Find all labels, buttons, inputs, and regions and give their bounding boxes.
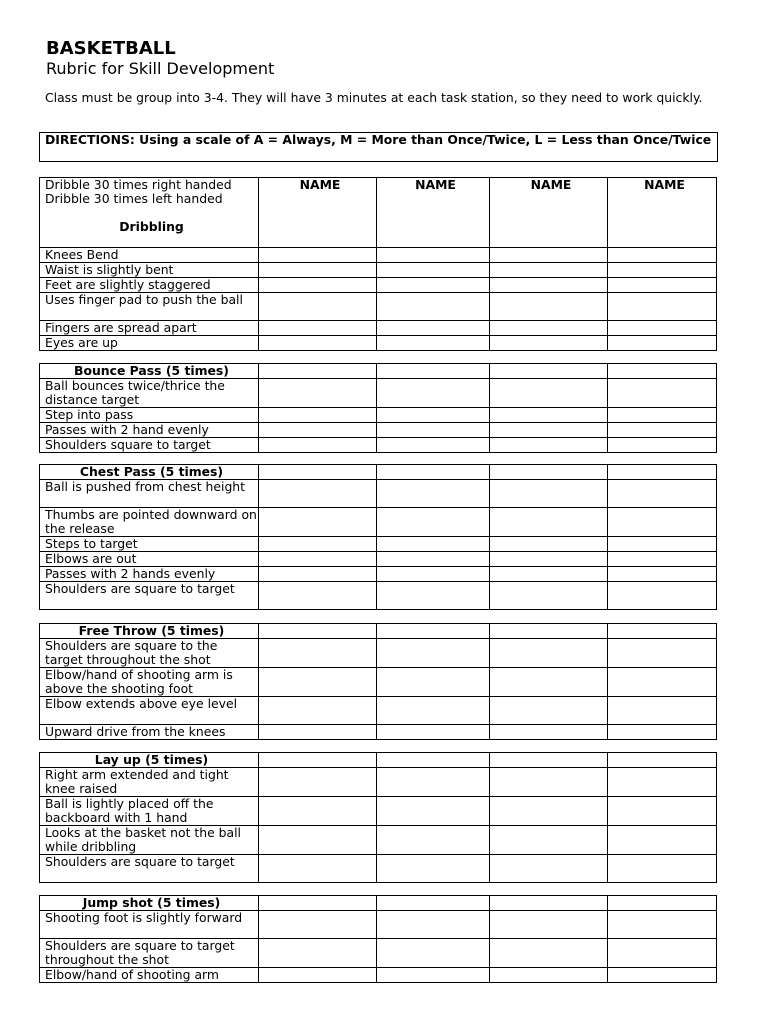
score-cell[interactable] bbox=[490, 797, 608, 826]
name-header-1: NAME bbox=[259, 178, 377, 248]
dribbling-header-row bbox=[40, 178, 717, 248]
score-cell[interactable] bbox=[377, 911, 490, 939]
table-row bbox=[40, 379, 717, 408]
criterion-label: Steps to target bbox=[40, 537, 259, 552]
criterion-label: Passes with 2 hands evenly bbox=[40, 567, 259, 582]
score-cell[interactable] bbox=[490, 379, 608, 408]
score-cell[interactable] bbox=[259, 552, 377, 567]
score-cell[interactable] bbox=[608, 855, 717, 883]
score-cell[interactable] bbox=[259, 480, 377, 508]
score-cell bbox=[259, 896, 377, 911]
score-cell bbox=[377, 624, 490, 639]
score-cell[interactable] bbox=[608, 552, 717, 567]
score-cell[interactable] bbox=[490, 248, 608, 263]
score-cell[interactable] bbox=[259, 537, 377, 552]
score-cell[interactable] bbox=[259, 939, 377, 968]
score-cell[interactable] bbox=[608, 508, 717, 537]
score-cell[interactable] bbox=[377, 278, 490, 293]
score-cell[interactable] bbox=[259, 725, 377, 740]
score-cell[interactable] bbox=[377, 423, 490, 438]
criterion-label: Ball is pushed from chest height bbox=[40, 480, 259, 508]
dribbling-header-cell bbox=[40, 178, 259, 248]
dribbling-instruction-right: Dribble 30 times right handed bbox=[45, 177, 232, 192]
lay-up-title: Lay up (5 times) bbox=[40, 753, 259, 768]
dribbling-table bbox=[39, 177, 717, 351]
table-row bbox=[40, 278, 717, 293]
score-cell[interactable] bbox=[608, 336, 717, 351]
score-cell[interactable] bbox=[259, 293, 377, 321]
table-row bbox=[40, 668, 717, 697]
score-cell[interactable] bbox=[377, 508, 490, 537]
score-cell[interactable] bbox=[259, 408, 377, 423]
score-cell[interactable] bbox=[259, 248, 377, 263]
section-header-row bbox=[40, 753, 717, 768]
score-cell[interactable] bbox=[608, 408, 717, 423]
score-cell[interactable] bbox=[608, 826, 717, 855]
score-cell[interactable] bbox=[259, 855, 377, 883]
section-header-row bbox=[40, 465, 717, 480]
score-cell bbox=[259, 753, 377, 768]
table-row bbox=[40, 697, 717, 725]
score-cell[interactable] bbox=[490, 336, 608, 351]
score-cell bbox=[608, 896, 717, 911]
table-row bbox=[40, 321, 717, 336]
score-cell bbox=[377, 364, 490, 379]
score-cell[interactable] bbox=[377, 438, 490, 453]
score-cell[interactable] bbox=[259, 321, 377, 336]
score-cell[interactable] bbox=[608, 480, 717, 508]
score-cell[interactable] bbox=[377, 552, 490, 567]
criterion-label: Elbows are out bbox=[40, 552, 259, 567]
score-cell[interactable] bbox=[377, 336, 490, 351]
criterion-label: Thumbs are pointed downward on the release bbox=[40, 508, 259, 537]
score-cell[interactable] bbox=[259, 508, 377, 537]
score-cell[interactable] bbox=[490, 278, 608, 293]
score-cell[interactable] bbox=[377, 379, 490, 408]
chest-pass-title: Chest Pass (5 times) bbox=[40, 465, 259, 480]
score-cell[interactable] bbox=[490, 423, 608, 438]
score-cell[interactable] bbox=[490, 826, 608, 855]
name-header-2: NAME bbox=[377, 178, 490, 248]
criterion-label: Elbow/hand of shooting arm is above the shooting foot bbox=[40, 668, 259, 697]
score-cell[interactable] bbox=[608, 725, 717, 740]
score-cell[interactable] bbox=[377, 582, 490, 610]
criterion-label: Feet are slightly staggered bbox=[40, 278, 259, 293]
score-cell[interactable] bbox=[377, 768, 490, 797]
table-row bbox=[40, 855, 717, 883]
bounce-pass-table bbox=[39, 363, 717, 453]
score-cell[interactable] bbox=[608, 248, 717, 263]
score-cell[interactable] bbox=[377, 293, 490, 321]
score-cell bbox=[259, 624, 377, 639]
score-cell[interactable] bbox=[377, 826, 490, 855]
score-cell[interactable] bbox=[608, 438, 717, 453]
table-row bbox=[40, 939, 717, 968]
bounce-pass-title: Bounce Pass (5 times) bbox=[40, 364, 259, 379]
criterion-label: Knees Bend bbox=[40, 248, 259, 263]
score-cell bbox=[377, 753, 490, 768]
score-cell bbox=[490, 624, 608, 639]
score-cell[interactable] bbox=[259, 768, 377, 797]
score-cell[interactable] bbox=[377, 480, 490, 508]
score-cell[interactable] bbox=[608, 697, 717, 725]
intro-text: Class must be group into 3-4. They will have 3 minutes at each task station, so they need to work quickly. bbox=[45, 90, 703, 105]
dribbling-title: Dribbling bbox=[119, 219, 184, 234]
score-cell[interactable] bbox=[608, 639, 717, 668]
score-cell[interactable] bbox=[377, 248, 490, 263]
score-cell[interactable] bbox=[259, 278, 377, 293]
score-cell bbox=[490, 465, 608, 480]
score-cell[interactable] bbox=[608, 797, 717, 826]
score-cell[interactable] bbox=[608, 939, 717, 968]
section-header-row bbox=[40, 624, 717, 639]
score-cell bbox=[259, 364, 377, 379]
score-cell[interactable] bbox=[490, 552, 608, 567]
criterion-label: Fingers are spread apart bbox=[40, 321, 259, 336]
table-row bbox=[40, 537, 717, 552]
document-title: BASKETBALL bbox=[46, 38, 176, 59]
criterion-label: Upward drive from the knees bbox=[40, 725, 259, 740]
score-cell[interactable] bbox=[490, 582, 608, 610]
criterion-label: Elbow/hand of shooting arm bbox=[40, 968, 259, 983]
table-row bbox=[40, 480, 717, 508]
table-row bbox=[40, 567, 717, 582]
table-row bbox=[40, 582, 717, 610]
table-row bbox=[40, 768, 717, 797]
table-row bbox=[40, 508, 717, 537]
score-cell[interactable] bbox=[259, 668, 377, 697]
criterion-label: Step into pass bbox=[40, 408, 259, 423]
score-cell[interactable] bbox=[490, 697, 608, 725]
score-cell[interactable] bbox=[259, 797, 377, 826]
score-cell[interactable] bbox=[377, 968, 490, 983]
score-cell[interactable] bbox=[377, 537, 490, 552]
score-cell[interactable] bbox=[490, 968, 608, 983]
score-cell[interactable] bbox=[490, 263, 608, 278]
score-cell[interactable] bbox=[377, 263, 490, 278]
lay-up-table bbox=[39, 752, 717, 883]
score-cell bbox=[608, 624, 717, 639]
score-cell[interactable] bbox=[490, 567, 608, 582]
score-cell[interactable] bbox=[608, 537, 717, 552]
criterion-label: Looks at the basket not the ball while dribbling bbox=[40, 826, 259, 855]
score-cell[interactable] bbox=[490, 768, 608, 797]
score-cell[interactable] bbox=[259, 697, 377, 725]
score-cell[interactable] bbox=[608, 278, 717, 293]
score-cell[interactable] bbox=[259, 826, 377, 855]
score-cell[interactable] bbox=[608, 968, 717, 983]
table-row bbox=[40, 639, 717, 668]
table-row bbox=[40, 263, 717, 278]
score-cell bbox=[490, 896, 608, 911]
criterion-label: Right arm extended and tight knee raised bbox=[40, 768, 259, 797]
criterion-label: Shoulders are square to target bbox=[40, 855, 259, 883]
table-row bbox=[40, 293, 717, 321]
criterion-label: Shoulders square to target bbox=[40, 438, 259, 453]
score-cell[interactable] bbox=[377, 567, 490, 582]
criterion-label: Elbow extends above eye level bbox=[40, 697, 259, 725]
jump-shot-table bbox=[39, 895, 717, 983]
score-cell[interactable] bbox=[608, 293, 717, 321]
table-row bbox=[40, 336, 717, 351]
table-row bbox=[40, 438, 717, 453]
score-cell[interactable] bbox=[377, 697, 490, 725]
score-cell[interactable] bbox=[259, 639, 377, 668]
criterion-label: Shoulders are square to target bbox=[40, 582, 259, 610]
score-cell[interactable] bbox=[490, 537, 608, 552]
score-cell[interactable] bbox=[608, 768, 717, 797]
score-cell[interactable] bbox=[259, 567, 377, 582]
score-cell[interactable] bbox=[377, 408, 490, 423]
score-cell bbox=[259, 465, 377, 480]
score-cell[interactable] bbox=[377, 939, 490, 968]
score-cell[interactable] bbox=[490, 408, 608, 423]
score-cell[interactable] bbox=[608, 379, 717, 408]
score-cell[interactable] bbox=[608, 567, 717, 582]
score-cell bbox=[608, 753, 717, 768]
score-cell[interactable] bbox=[608, 582, 717, 610]
criterion-label: Shooting foot is slightly forward bbox=[40, 911, 259, 939]
score-cell[interactable] bbox=[490, 855, 608, 883]
score-cell[interactable] bbox=[259, 379, 377, 408]
score-cell[interactable] bbox=[259, 968, 377, 983]
score-cell[interactable] bbox=[259, 336, 377, 351]
score-cell bbox=[608, 364, 717, 379]
jump-shot-title: Jump shot (5 times) bbox=[40, 896, 259, 911]
score-cell bbox=[608, 465, 717, 480]
score-cell[interactable] bbox=[259, 438, 377, 453]
score-cell[interactable] bbox=[490, 911, 608, 939]
criterion-label: Shoulders are square to target throughout the shot bbox=[40, 939, 259, 968]
free-throw-title: Free Throw (5 times) bbox=[40, 624, 259, 639]
table-row bbox=[40, 423, 717, 438]
score-cell[interactable] bbox=[608, 911, 717, 939]
score-cell[interactable] bbox=[490, 508, 608, 537]
criterion-label: Ball is lightly placed off the backboard with 1 hand bbox=[40, 797, 259, 826]
score-cell[interactable] bbox=[490, 668, 608, 697]
score-cell[interactable] bbox=[259, 911, 377, 939]
document-subtitle: Rubric for Skill Development bbox=[46, 59, 275, 78]
table-row bbox=[40, 968, 717, 983]
criterion-label: Eyes are up bbox=[40, 336, 259, 351]
score-cell[interactable] bbox=[377, 321, 490, 336]
criterion-label: Waist is slightly bent bbox=[40, 263, 259, 278]
criterion-label: Uses finger pad to push the ball bbox=[40, 293, 259, 321]
directions-box: DIRECTIONS: Using a scale of A = Always, M = More than Once/Twice, L = Less than Once/Twice bbox=[39, 132, 718, 162]
table-row bbox=[40, 408, 717, 423]
score-cell bbox=[377, 896, 490, 911]
name-header-3: NAME bbox=[490, 178, 608, 248]
table-row bbox=[40, 725, 717, 740]
name-header-4: NAME bbox=[608, 178, 717, 248]
score-cell[interactable] bbox=[490, 639, 608, 668]
score-cell[interactable] bbox=[377, 797, 490, 826]
criterion-label: Passes with 2 hand evenly bbox=[40, 423, 259, 438]
score-cell[interactable] bbox=[490, 725, 608, 740]
score-cell[interactable] bbox=[259, 423, 377, 438]
score-cell[interactable] bbox=[490, 480, 608, 508]
score-cell[interactable] bbox=[608, 263, 717, 278]
criterion-label: Shoulders are square to the target throughout the shot bbox=[40, 639, 259, 668]
score-cell[interactable] bbox=[490, 438, 608, 453]
score-cell[interactable] bbox=[608, 321, 717, 336]
score-cell[interactable] bbox=[377, 668, 490, 697]
score-cell bbox=[490, 753, 608, 768]
score-cell[interactable] bbox=[490, 321, 608, 336]
table-row bbox=[40, 248, 717, 263]
score-cell[interactable] bbox=[608, 668, 717, 697]
table-row bbox=[40, 552, 717, 567]
score-cell[interactable] bbox=[377, 855, 490, 883]
section-header-row bbox=[40, 364, 717, 379]
score-cell bbox=[490, 364, 608, 379]
score-cell[interactable] bbox=[259, 582, 377, 610]
free-throw-table bbox=[39, 623, 717, 740]
chest-pass-table bbox=[39, 464, 717, 610]
section-header-row bbox=[40, 896, 717, 911]
score-cell[interactable] bbox=[377, 639, 490, 668]
criterion-label: Ball bounces twice/thrice the distance target bbox=[40, 379, 259, 408]
table-row bbox=[40, 826, 717, 855]
score-cell[interactable] bbox=[490, 293, 608, 321]
score-cell[interactable] bbox=[490, 939, 608, 968]
dribbling-instruction-left: Dribble 30 times left handed bbox=[45, 191, 223, 206]
score-cell[interactable] bbox=[259, 263, 377, 278]
table-row bbox=[40, 797, 717, 826]
score-cell[interactable] bbox=[608, 423, 717, 438]
table-row bbox=[40, 911, 717, 939]
score-cell[interactable] bbox=[377, 725, 490, 740]
score-cell bbox=[377, 465, 490, 480]
